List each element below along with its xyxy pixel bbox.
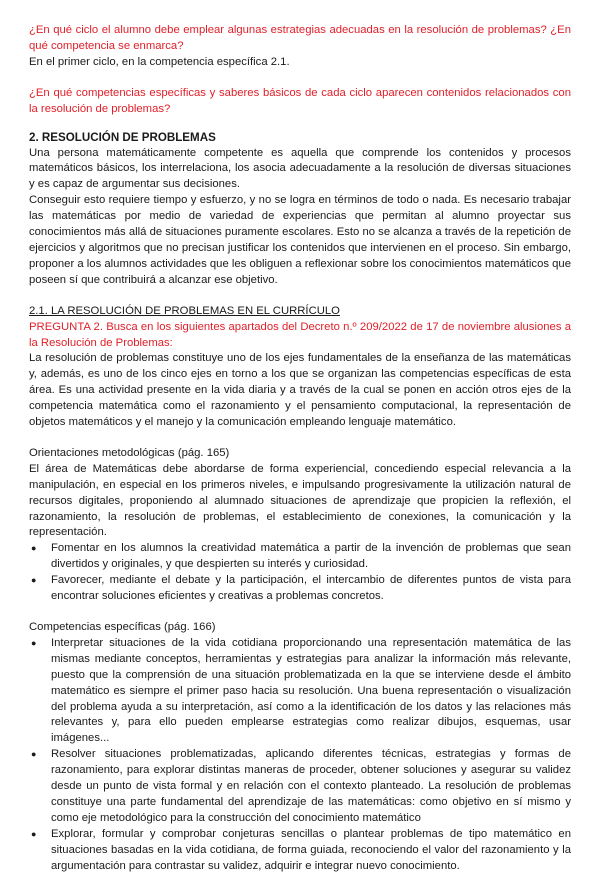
list-item: ● Fomentar en los alumnos la creatividad matemática a partir de la invención de problemas que sean divertidos y originales, y que despierten su interés y curiosidad. bbox=[29, 541, 571, 573]
list-item: ● Resolver situaciones problematizadas, aplicando diferentes técnicas, estrategias y formas de razonamiento, para explorar distintas maneras de proceder, obtener soluciones y asegurar su validez desde un punto de vista formal y en relación con el contexto planteado. La resolución de problemas constituye una parte fundamental del aprendizaje de las matemáticas: como objetivo en sí mismo y como eje metodológico para la construcción del conocimiento matemático bbox=[29, 747, 571, 827]
competencies-list bbox=[29, 636, 571, 875]
paragraph-problem-solving-axis: La resolución de problemas constituye uno de los ejes fundamentales de la enseñanza de las matemáticas y, además, es uno de los cinco ejes en torno a los que se organizan las competencias específicas de esta área. Es una actividad presente en la vida diaria y a través de la cual se ponen en acción otros ejes de la competencia matemática como el razonamiento y el pensamiento computacional, la representación de objetos matemáticos y el manejo y la comunicación empleando lenguaje matemático. bbox=[29, 352, 571, 429]
list-item: ● Interpretar situaciones de la vida cotidiana proporcionando una representación matemática de las mismas mediante conceptos, herramientas y estrategias para analizar la información más relevante, puesto que la comprensión de una situación problematizada en la que se interviene desde el ámbito matemático es siempre el primer paso hacia su resolución. Una buena representación o visualización del problema ayuda a su interpretación, así como a la identificación de los datos y las relaciones más relevantes y, para ello pueden emplearse estrategias como realizar dibujos, esquemas, usar imágenes... bbox=[29, 636, 571, 747]
list-item: ● Explorar, formular y comprobar conjeturas sencillas o plantear problemas de tipo matemático en situaciones basadas en la vida cotidiana, de forma guiada, reconociendo el valor del razonamiento y la argumentación para contrastar su validez, adquirir e integrar nuevo conocimiento. bbox=[29, 827, 571, 875]
question-2: PREGUNTA 2. Busca en los siguientes apartados del Decreto n.º 209/2022 de 17 de noviembre alusiones a la Resolución de Problemas: bbox=[29, 320, 571, 349]
paragraph-competent-person: Una persona matemáticamente competente es aquella que comprende los contenidos y procesos matemáticos básicos, los interrelaciona, los asocia adecuadamente a la resolución de diversas situaciones y es capaz de argumentar sus decisiones. bbox=[29, 146, 571, 191]
methodology-title: Orientaciones metodológicas (pág. 165) bbox=[29, 446, 230, 459]
section-heading-problem-solving: 2. RESOLUCIÓN DE PROBLEMAS bbox=[29, 130, 216, 144]
question-competencies: ¿En qué competencias específicas y saberes básicos de cada ciclo aparecen contenidos relacionados con la resolución de problemas? bbox=[29, 86, 571, 115]
question-cycle: ¿En qué ciclo el alumno debe emplear algunas estrategias adecuadas en la resolución de problemas? ¿En qué competencia se enmarca? bbox=[29, 24, 571, 52]
paragraph-effort: Conseguir esto requiere tiempo y esfuerzo, y no se logra en términos de todo o nada. Es necesario trabajar las matemáticas por medio de variedad de experiencias que permitan al alumno proyectar sus conocimientos más allá de situaciones puramente escolares. Esto no se alcanza a través de la repetición de ejercicios y algoritmos que no precisan justificar los contenidos que intervienen en el proceso. Sin embargo, proponer a los alumnos actividades que les obliguen a reflexionar sobre los conocimientos matemáticos que poseen sí que contribuirá a alcanzar ese objetivo. bbox=[29, 194, 571, 286]
methodology-text: El área de Matemáticas debe abordarse de forma experiencial, concediendo especial relevancia a la manipulación, en especial en los primeros niveles, e impulsando progresivamente la utilización natural de recursos digitales, proponiendo al alumnado situaciones de aprendizaje que propicien la reflexión, el razonamiento, la resolución de problemas, el establecimiento de conexiones, la comunicación y la representación. bbox=[29, 462, 571, 539]
methodology-list bbox=[29, 541, 571, 605]
subsection-heading-curriculum: 2.1. LA RESOLUCIÓN DE PROBLEMAS EN EL CURRÍCULO bbox=[29, 304, 340, 317]
answer-cycle: En el primer ciclo, en la competencia específica 2.1. bbox=[29, 55, 290, 68]
competencies-title: Competencias específicas (pág. 166) bbox=[29, 621, 216, 633]
list-item: ● Favorecer, mediante el debate y la participación, el intercambio de diferentes puntos de vista para encontrar soluciones eficientes y creativas a problemas concretos. bbox=[29, 573, 571, 605]
